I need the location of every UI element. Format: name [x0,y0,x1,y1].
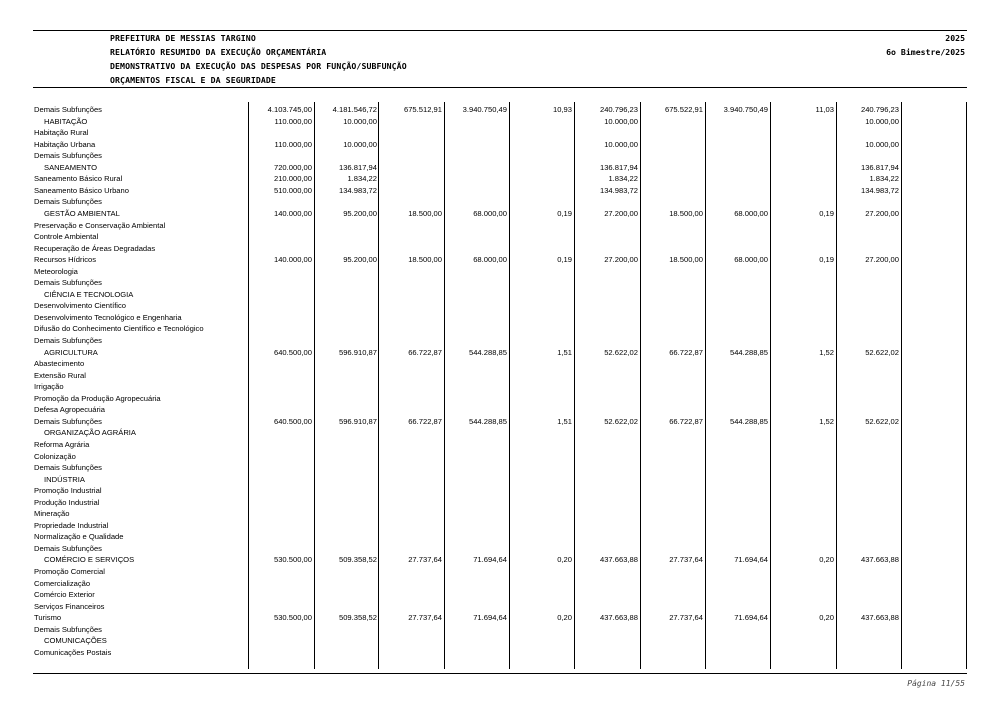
function-row [0,116,1000,128]
subfunction-row [0,497,1000,509]
subfunction-row [0,127,1000,139]
subfunction-label: Demais Subfunções [34,105,102,114]
subfunction-row [0,185,1000,197]
subfunction-label: Abastecimento [34,359,85,369]
value-cell: 18.500,00 [669,208,703,218]
subfunction-row [0,220,1000,232]
function-row [0,635,1000,647]
reporting-period: 6o Bimestre/2025 [886,47,965,57]
subfunction-row [0,323,1000,335]
subfunction-label: Demais Subfunções [34,151,102,161]
value-cell: 1,51 [557,347,572,357]
value-cell: 18.500,00 [408,208,442,218]
subfunction-label: Defesa Agropecuária [34,405,105,415]
subfunction-row [0,243,1000,255]
top-rule [33,30,967,31]
value-cell: 210.000,00 [273,174,312,184]
subfunction-row [0,335,1000,347]
value-cell: 66.722,87 [408,416,442,426]
subfunction-row [0,485,1000,497]
value-cell: 10.000,00 [343,139,377,149]
value-cell: 544.288,85 [468,416,507,426]
value-cell: 509.358,52 [338,555,377,565]
value-cell: 95.200,00 [343,255,377,265]
value-cell: 134.983,72 [860,185,899,195]
value-cell: 110.000,00 [274,116,312,126]
value-cell: 240.796,23 [599,105,638,114]
value-cell: 52.622,02 [604,347,638,357]
value-cell: 437.663,88 [599,613,638,623]
value-cell: 3.940.750,49 [462,105,507,114]
value-cell: 0,20 [819,613,834,623]
value-cell: 66.722,87 [669,347,703,357]
subfunction-row [0,451,1000,463]
value-cell: 0,20 [557,555,572,565]
subfunction-row [0,543,1000,555]
value-cell: 640.500,00 [273,347,312,357]
value-cell: 52.622,02 [865,416,899,426]
value-cell: 136.817,94 [860,162,899,172]
value-cell: 95.200,00 [343,208,377,218]
subfunction-label: Turismo [34,613,62,623]
value-cell: 10.000,00 [865,116,899,126]
subfunction-label: Controle Ambiental [34,232,99,242]
subfunction-row [0,624,1000,636]
value-cell: 140.000,00 [273,208,312,218]
subfunction-label: Promoção da Produção Agropecuária [34,393,161,403]
value-cell: 4.103.745,00 [267,105,312,114]
subfunction-label: Comercialização [34,578,91,588]
subfunction-label: Demais Subfunções [34,624,102,634]
value-cell: 66.722,87 [669,416,703,426]
value-cell: 140.000,00 [273,255,312,265]
value-cell: 52.622,02 [865,347,899,357]
value-cell: 0,19 [819,208,834,218]
subfunction-label: Demais Subfunções [34,278,102,288]
value-cell: 1.834,22 [608,174,638,184]
value-cell: 68.000,00 [473,255,507,265]
subfunction-row [0,647,1000,659]
subfunction-row [0,173,1000,185]
subfunction-label: Demais Subfunções [34,416,102,426]
value-cell: 68.000,00 [734,208,768,218]
subfunction-label: Saneamento Básico Rural [34,174,123,184]
function-label: GESTÃO AMBIENTAL [44,208,120,218]
value-cell: 437.663,88 [860,555,899,565]
page-number: Página 11/55 [907,679,965,688]
value-cell: 66.722,87 [408,347,442,357]
value-cell: 27.200,00 [604,255,638,265]
value-cell: 1.834,22 [869,174,899,184]
subfunction-label: Demais Subfunções [34,463,102,473]
subfunction-row [0,150,1000,162]
bottom-rule [33,673,967,674]
function-row [0,554,1000,566]
function-label: INDÚSTRIA [44,474,85,484]
value-cell: 510.000,00 [273,185,312,195]
subfunction-row [0,139,1000,151]
value-cell: 71.694,64 [734,613,768,623]
subfunction-label: Irrigação [34,382,64,392]
subfunction-row [0,104,1000,116]
subfunction-row [0,566,1000,578]
value-cell: 10.000,00 [604,116,638,126]
value-cell: 10.000,00 [604,139,638,149]
subfunction-row [0,612,1000,624]
subfunction-row [0,277,1000,289]
value-cell: 136.817,94 [338,162,377,172]
function-row [0,289,1000,301]
subfunction-row [0,196,1000,208]
value-cell: 27.737,64 [669,555,703,565]
subfunction-label: Reforma Agrária [34,439,90,449]
subfunction-label: Promoção Comercial [34,567,105,576]
subfunction-label: Recuperação de Áreas Degradadas [34,243,156,253]
entity-name: PREFEITURA DE MESSIAS TARGINO [110,33,256,43]
value-cell: 0,20 [819,555,834,565]
value-cell: 596.910,87 [338,347,377,357]
value-cell: 1.834,22 [347,174,377,184]
subfunction-row [0,520,1000,532]
value-cell: 68.000,00 [734,255,768,265]
value-cell: 27.737,64 [408,613,442,623]
value-cell: 71.694,64 [473,613,507,623]
value-cell: 1,52 [819,416,834,426]
value-cell: 544.288,85 [729,416,768,426]
subfunction-label: Demais Subfunções [34,336,102,345]
value-cell: 544.288,85 [729,347,768,357]
function-label: CIÊNCIA E TECNOLOGIA [44,289,134,299]
value-cell: 134.983,72 [599,185,638,195]
header-rule [33,87,967,88]
function-row [0,474,1000,486]
value-cell: 596.910,87 [338,416,377,426]
function-row [0,427,1000,439]
function-label: COMUNICAÇÕES [44,636,107,646]
value-cell: 437.663,88 [860,613,899,623]
subfunction-label: Propriedade Industrial [34,520,109,530]
function-row [0,347,1000,359]
subfunction-row [0,462,1000,474]
subfunction-label: Saneamento Básico Urbano [34,185,129,195]
function-label: AGRICULTURA [44,347,98,357]
subfunction-row [0,589,1000,601]
value-cell: 27.200,00 [604,208,638,218]
value-cell: 0,20 [557,613,572,623]
subfunction-row [0,531,1000,543]
subfunction-row [0,416,1000,428]
subfunction-label: Comunicações Postais [34,647,112,657]
value-cell: 68.000,00 [473,208,507,218]
report-title: RELATÓRIO RESUMIDO DA EXECUÇÃO ORÇAMENTÁRIA [110,47,327,57]
function-label: COMÉRCIO E SERVIÇOS [44,555,135,565]
value-cell: 0,19 [557,255,572,265]
subfunction-label: Demais Subfunções [34,543,102,553]
value-cell: 675.522,91 [664,105,703,114]
function-row [0,208,1000,220]
value-cell: 10,93 [552,105,572,114]
statement-title: DEMONSTRATIVO DA EXECUÇÃO DAS DESPESAS POR FUNÇÃO/SUBFUNÇÃO [110,61,407,71]
subfunction-row [0,578,1000,590]
value-cell: 136.817,94 [599,162,638,172]
subfunction-row [0,266,1000,278]
value-cell: 0,19 [557,208,572,218]
subfunction-row [0,312,1000,324]
subfunction-label: Promoção Industrial [34,486,102,496]
fiscal-year: 2025 [945,33,965,43]
value-cell: 640.500,00 [273,416,312,426]
value-cell: 720.000,00 [273,162,312,172]
value-cell: 27.737,64 [669,613,703,623]
subfunction-row [0,393,1000,405]
subfunction-label: Meteorologia [34,266,78,276]
function-row [0,162,1000,174]
subfunction-row [0,404,1000,416]
value-cell: 10.000,00 [865,139,899,149]
value-cell: 27.737,64 [408,555,442,565]
subfunction-label: Mineração [34,509,70,519]
budgets-title: ORÇAMENTOS FISCAL E DA SEGURIDADE [110,75,276,85]
value-cell: 3.940.750,49 [723,105,768,114]
value-cell: 11,03 [815,105,834,114]
subfunction-row [0,358,1000,370]
subfunction-label: Colonização [34,451,76,461]
value-cell: 110.000,00 [274,139,312,149]
subfunction-row [0,381,1000,393]
value-cell: 27.200,00 [865,255,899,265]
subfunction-label: Habitação Rural [34,128,89,138]
function-label: ORGANIZAÇÃO AGRÁRIA [44,428,136,438]
subfunction-label: Preservação e Conservação Ambiental [34,220,166,230]
subfunction-label: Produção Industrial [34,497,100,507]
function-label: SANEAMENTO [44,162,98,172]
subfunction-row [0,439,1000,451]
subfunction-label: Desenvolvimento Tecnológico e Engenharia [34,312,182,322]
value-cell: 134.983,72 [338,185,377,195]
subfunction-label: Demais Subfunções [34,197,102,207]
value-cell: 18.500,00 [669,255,703,265]
subfunction-label: Serviços Financeiros [34,601,105,611]
value-cell: 71.694,64 [734,555,768,565]
subfunction-row [0,300,1000,312]
subfunction-row [0,601,1000,613]
value-cell: 18.500,00 [408,255,442,265]
value-cell: 10.000,00 [343,116,377,126]
subfunction-label: Desenvolvimento Científico [34,301,127,311]
subfunction-row [0,254,1000,266]
subfunction-label: Extensão Rural [34,370,86,380]
subfunction-label: Difusão do Conhecimento Científico e Tecnológico [34,324,204,334]
value-cell: 1,51 [557,416,572,426]
value-cell: 71.694,64 [473,555,507,565]
subfunction-row [0,370,1000,382]
subfunction-label: Habitação Urbana [34,139,96,149]
value-cell: 509.358,52 [338,613,377,623]
subfunction-row [0,231,1000,243]
subfunction-label: Comércio Exterior [34,590,95,600]
value-cell: 52.622,02 [604,416,638,426]
function-label: HABITAÇÃO [44,116,88,126]
value-cell: 27.200,00 [865,208,899,218]
subfunction-row [0,508,1000,520]
value-cell: 1,52 [819,347,834,357]
value-cell: 675.512,91 [403,105,442,114]
value-cell: 530.500,00 [273,555,312,565]
subfunction-label: Normalização e Qualidade [34,532,124,542]
subfunction-label: Recursos Hídricos [34,255,97,265]
value-cell: 240.796,23 [860,105,899,114]
value-cell: 544.288,85 [468,347,507,357]
value-cell: 530.500,00 [273,613,312,623]
value-cell: 4.181.546,72 [332,105,377,114]
value-cell: 437.663,88 [599,555,638,565]
value-cell: 0,19 [819,255,834,265]
